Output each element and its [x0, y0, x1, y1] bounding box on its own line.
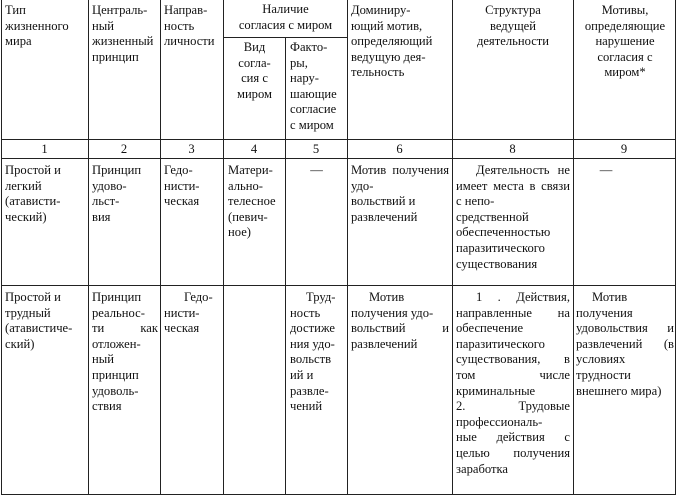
column-rule [1, 0, 2, 495]
row-rule [1, 285, 675, 286]
header-agreement-kind: Вид согла- сия с миром [236, 40, 273, 101]
column-rule [285, 37, 286, 495]
row1-dominant-motive: Мотив получения удо- вольствий и развлечений [351, 163, 449, 224]
row1-personality-direction: Гедо- нисти- ческая [164, 163, 200, 209]
row2-life-world-type: Простой и трудный (атавистиче- ский) [5, 290, 73, 351]
column-number: 2 [120, 142, 128, 156]
column-number: 8 [509, 142, 516, 156]
row2-dominant-motive: Мотив получения удо- вольствий и развлечений [351, 290, 449, 351]
row1-life-world-type: Простой и легкий (атависти- ческий) [5, 163, 61, 224]
row1-central-principle: Принцип удово- льст- вия [92, 163, 142, 224]
row2-activity-structure: 1 . Действия, направленные на обеспечение паразитического существования, в том числе криминальные 2. Трудовые профессиональ- ные действия с целью получения заработка [456, 290, 570, 476]
header-life-world-type: Тип жизненного мира [5, 3, 69, 49]
row2-disturbing-factors: Труд- ность достиже ния удо- вольств ий и развле- чений [290, 290, 336, 414]
header-dominant-motive: Доминиру- ющий мотив, определяющий ведущую дея- тельность [351, 3, 433, 80]
header-subrule [223, 37, 347, 38]
header-activity-structure: Структура ведущей деятельности [476, 3, 550, 49]
row1-disturbance-motives: — [599, 163, 613, 177]
numbers-bottom-rule [1, 158, 675, 159]
header-disturbance-motives: Мотивы, определяющие нарушение согласия с миром* [584, 3, 666, 80]
header-central-principle: Централь- ный жизненный принцип [92, 3, 154, 64]
header-world-agreement: Наличие согласия с миром [238, 2, 333, 32]
column-number: 5 [312, 142, 320, 156]
column-number: 3 [188, 142, 195, 156]
column-number: 1 [41, 142, 48, 156]
column-rule [347, 0, 348, 495]
row2-personality-direction: Гедо- нисти- ческая [164, 290, 213, 336]
row1-activity-structure: Деятельность не имеет места в связи с непо- средственной обеспеченностью паразитического существования [456, 163, 570, 271]
column-number: 6 [396, 142, 403, 156]
column-rule [573, 0, 574, 495]
column-rule [452, 0, 453, 495]
row2-central-principle: Принцип реальнос- ти как отложен- ный принцип удоволь- ствия [92, 290, 158, 414]
column-number: 9 [620, 142, 628, 156]
header-disturbing-factors: Факто- ры, нару- шающие согласие с миром [290, 40, 337, 132]
row2-disturbance-motives: Мотив получения удовольствия и развлечений (в условиях трудности внешнего мира) [576, 290, 674, 398]
column-rule [88, 0, 89, 495]
header-personality-direction: Направ- ность личности [164, 3, 215, 49]
row1-disturbing-factors: — [310, 163, 323, 177]
header-bottom-rule [1, 139, 675, 140]
column-number: 4 [250, 142, 258, 156]
row1-agreement-kind: Матери- ально- телесное (певич- ное) [228, 163, 276, 240]
column-rule [160, 0, 161, 495]
